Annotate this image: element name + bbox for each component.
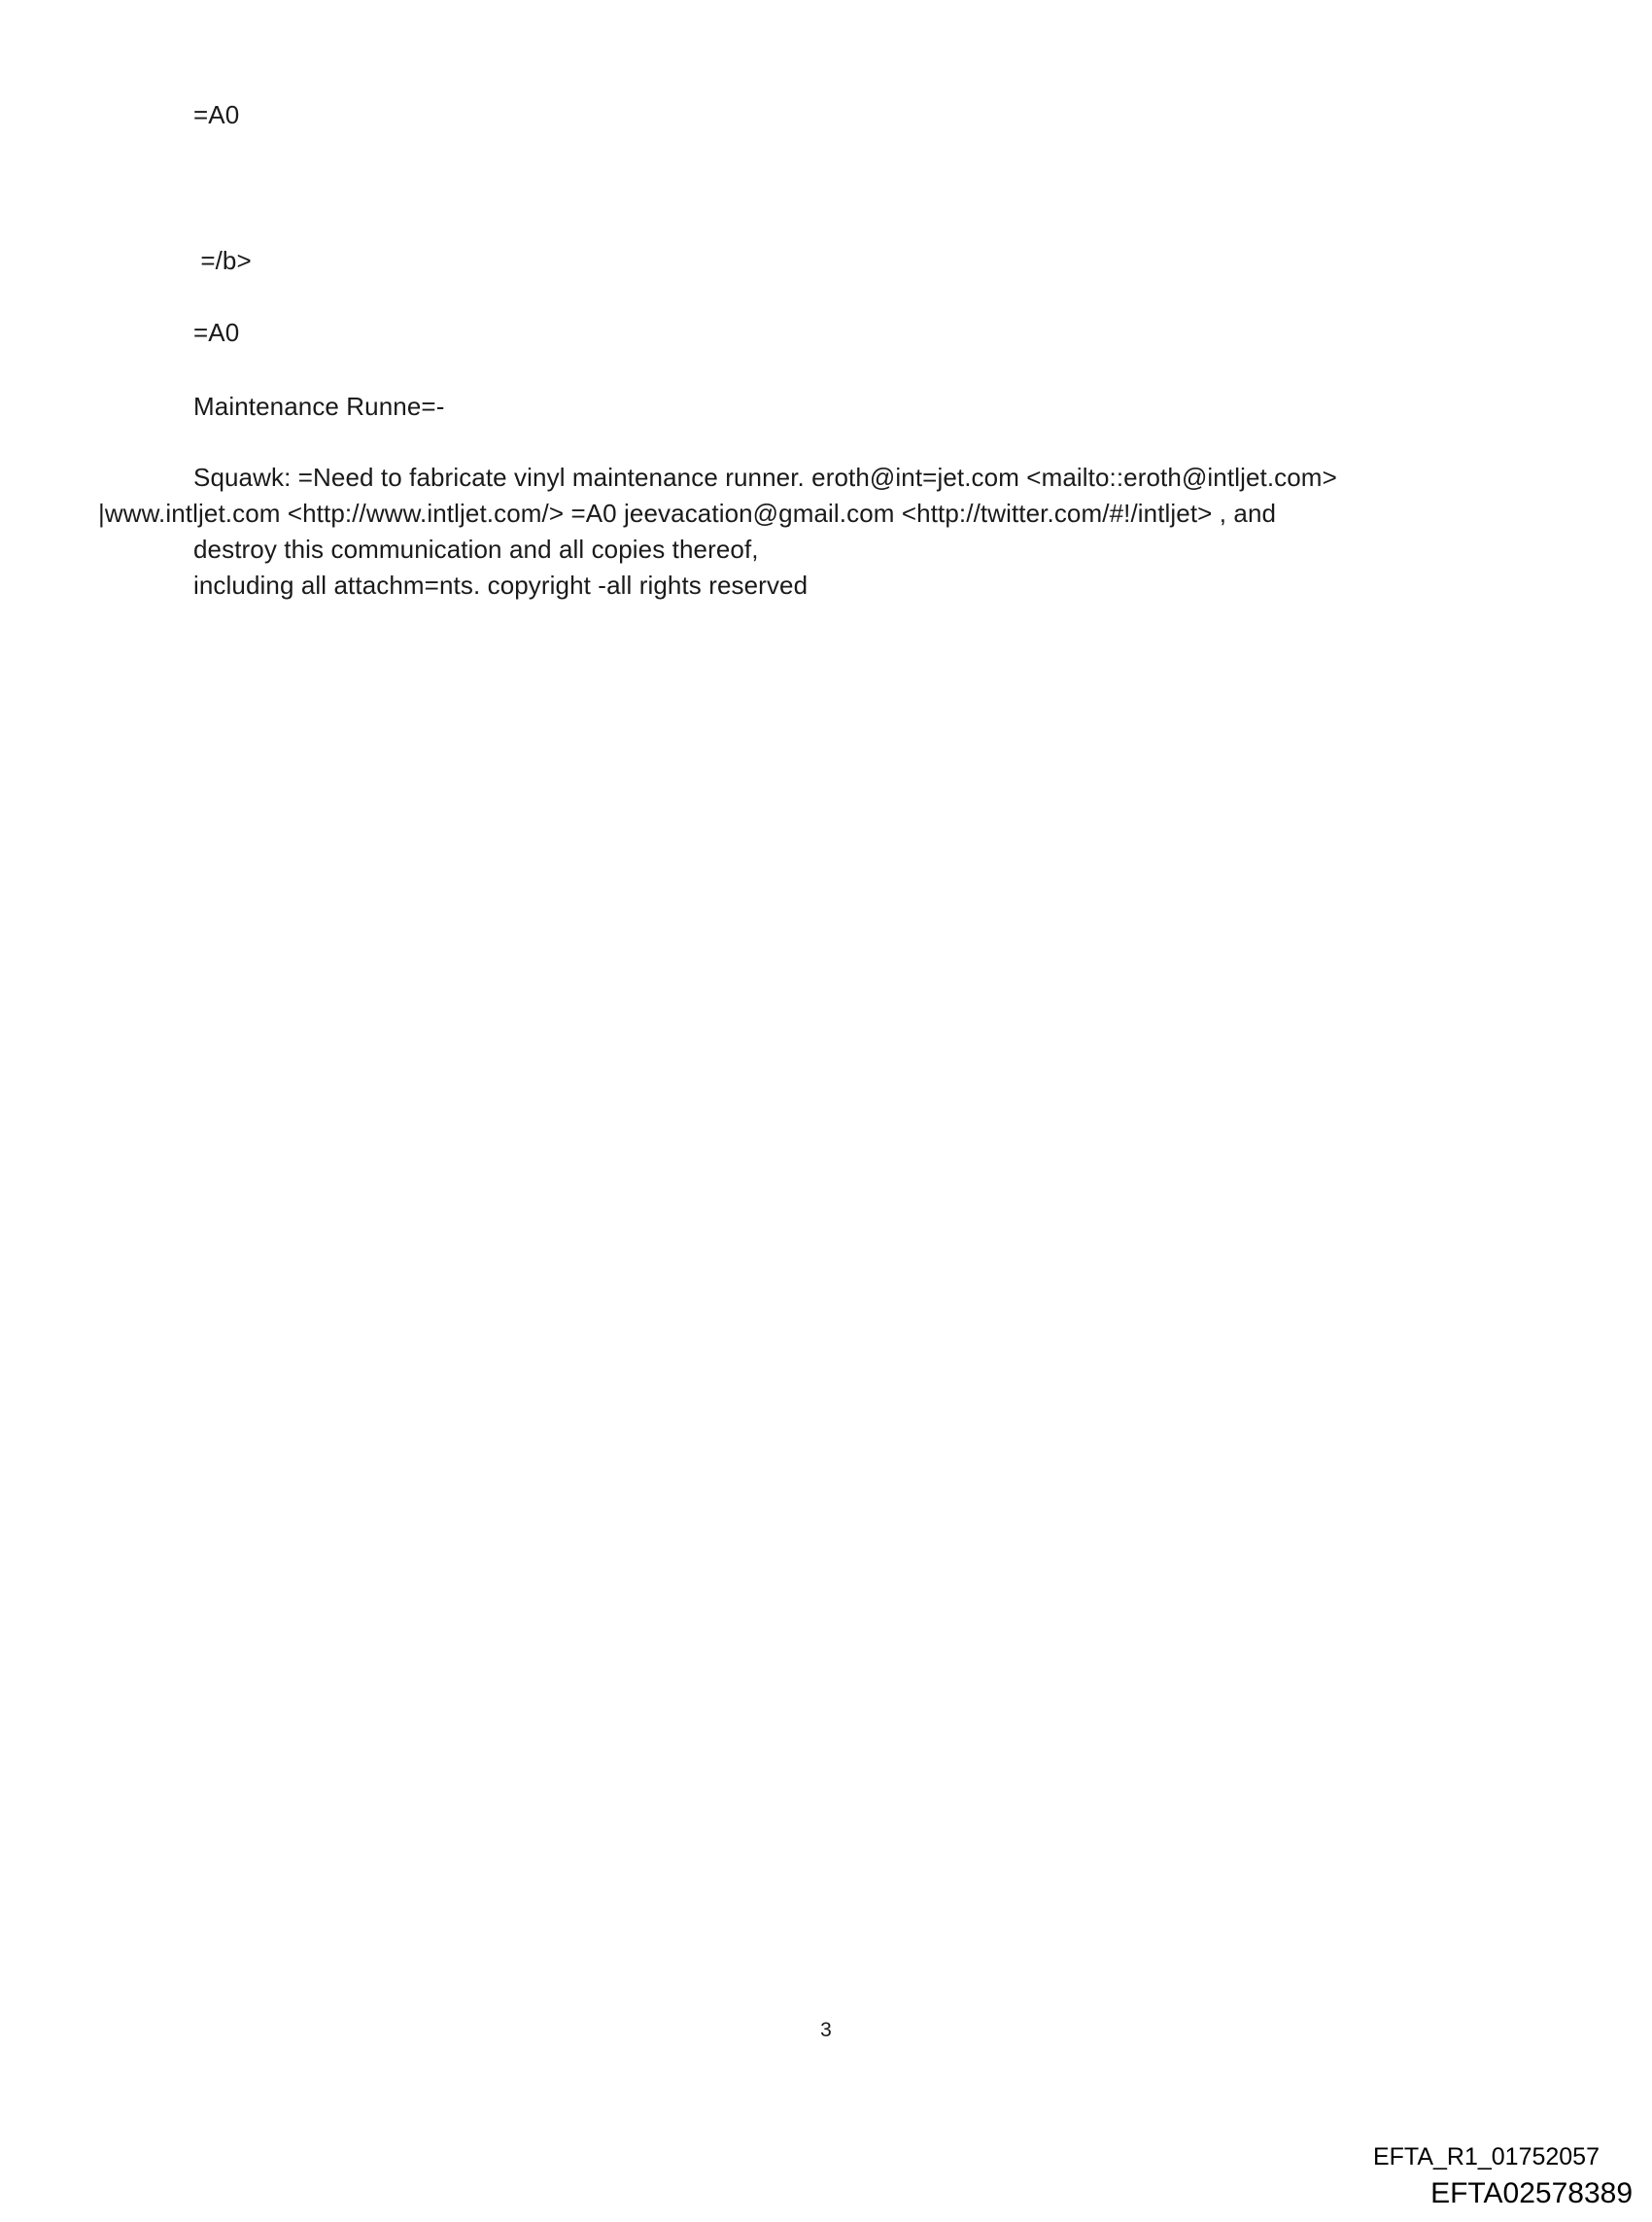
- text-line: =A0: [193, 100, 240, 129]
- bates-stamp-secondary: EFTA02578389: [1430, 2177, 1633, 2209]
- text-line: =A0: [193, 318, 240, 347]
- text-line: Squawk: =Need to fabricate vinyl maintenance runner. eroth@int=jet.com <mailto::eroth@intljet.com>: [193, 463, 1337, 492]
- text-line: destroy this communication and all copies thereof,: [193, 535, 759, 564]
- text-line: =/b>: [193, 246, 252, 275]
- text-line: including all attachm=nts. copyright -all rights reserved: [193, 571, 809, 600]
- page-number: 3: [820, 2019, 832, 2041]
- section-heading: Maintenance Runne=-: [193, 392, 445, 421]
- bates-stamp-primary: EFTA_R1_01752057: [1372, 2143, 1600, 2170]
- text-line: |www.intljet.com <http://www.intljet.com/> =A0 jeevacation@gmail.com <http://twitter.com/#!/intljet> , and: [98, 499, 1277, 528]
